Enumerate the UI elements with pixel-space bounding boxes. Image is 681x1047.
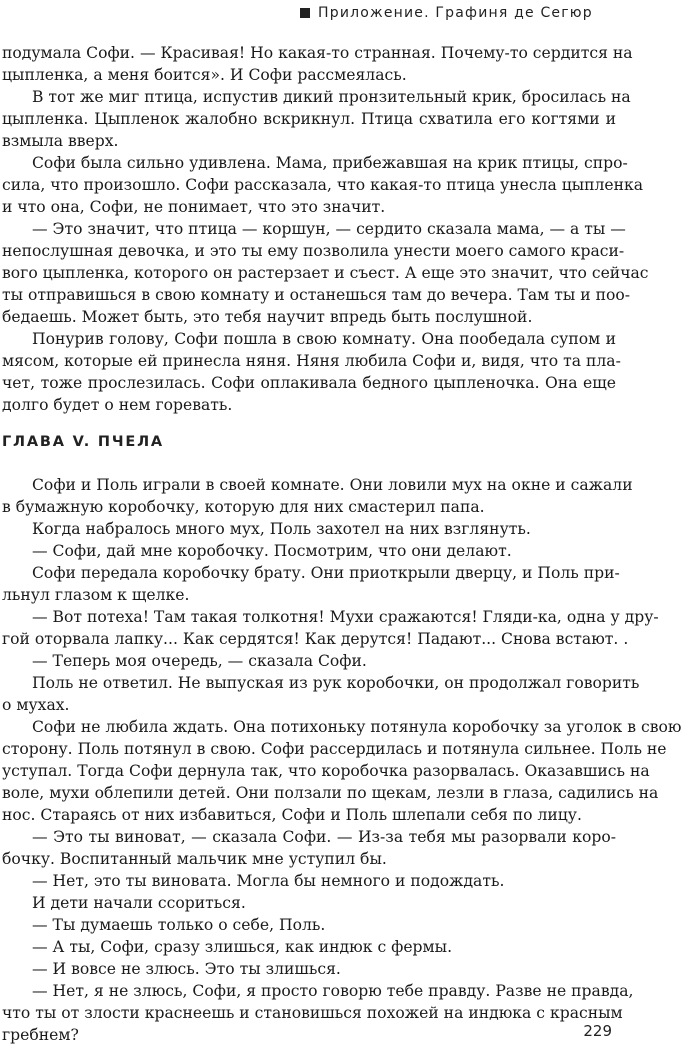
text-line: Софи была сильно удивлена. Мама, прибежавшая на крик птицы, спро- [32,154,628,172]
text-line: нос. Стараясь от них избавиться, Софи и Поль шлепали себя по лицу. [2,806,582,824]
square-bullet-icon [300,8,310,18]
text-line: сила, что произошло. Софи рассказала, что какая-то птица унесла цыпленка [2,176,644,194]
text-line: о мухах. [2,696,70,714]
text-line: В тот же миг птица, испустив дикий пронзительный крик, бросилась на [32,88,631,106]
text-line: взмыла вверх. [2,132,119,150]
text-line: непослушная девочка, и это ты ему позволила унести моего самого краси- [2,242,625,260]
text-line: — Это значит, что птица — коршун, — сердито сказала мама, — а ты — [32,220,626,238]
text-line: Софи не любила ждать. Она потихоньку потянула коробочку за уголок в свою [32,718,681,736]
text-line: — Вот потеха! Там такая толкотня! Мухи сражаются! Гляди-ка, одна у дру- [32,608,659,626]
text-line: и что она, Софи, не понимает, что это значит. [2,198,386,216]
text-line: чет, тоже прослезилась. Софи оплакивала бедного цыпленочка. Она еще [2,374,616,392]
text-line: подумала Софи. — Красивая! Но какая-то странная. Почему-то сердится на [2,44,633,62]
text-line: Софи и Поль играли в своей комнате. Они ловили мух на окне и сажали [32,476,633,494]
page-number: 229 [583,1022,612,1040]
text-line: что ты от злости краснеешь и становишься похожей на индюка с красным [2,1004,623,1022]
text-line: — Теперь моя очередь, — сказала Софи. [32,652,367,670]
text-line: бедаешь. Может быть, это тебя научит впредь быть послушной. [2,308,533,326]
text-line: бочку. Воспитанный мальчик мне уступил бы. [2,850,387,868]
text-line: Софи передала коробочку брату. Они приоткрыли дверцу, и Поль при- [32,564,620,582]
text-line: воле, мухи облепили детей. Они ползали по щекам, лезли в глаза, садились на [2,784,659,802]
text-line: — И вовсе не злюсь. Это ты злишься. [32,960,341,978]
text-line: гой оторвала лапку... Как сердятся! Как дерутся! Падают... Снова встают. . [2,630,629,648]
text-line: сторону. Поль потянул в свою. Софи рассердилась и потянула сильнее. Поль не [2,740,667,758]
text-line: мясом, которые ей принесла няня. Няня любила Софи и, видя, что та пла- [2,352,621,370]
text-line: цыпленка, а меня боится». И Софи рассмеялась. [2,66,407,84]
chapter-heading: ГЛАВА V. ПЧЕЛА [2,434,164,450]
text-line: Когда набралось много мух, Поль захотел на них взглянуть. [32,520,531,538]
text-block-previous-chapter [2,42,649,416]
text-block-chapter-five [2,474,681,1046]
text-line: — Нет, это ты виновата. Могла бы немного и подождать. [32,872,505,890]
text-line: Поль не ответил. Не выпуская из рук коробочки, он продолжал говорить [32,674,640,692]
text-line: Понурив голову, Софи пошла в свою комнату. Она пообедала супом и [32,330,616,348]
running-head [300,3,618,23]
text-line: — Это ты виноват, — сказала Софи. — Из-за тебя мы разорвали коро- [32,828,616,846]
text-line: гребнем? [2,1026,79,1044]
text-line: уступал. Тогда Софи дернула так, что коробочка разорвалась. Оказавшись на [2,762,650,780]
text-line: льнул глазом к щелке. [2,586,190,604]
text-line: долго будет о нем горевать. [2,396,233,414]
text-line: — А ты, Софи, сразу злишься, как индюк с фермы. [32,938,453,956]
text-line: — Софи, дай мне коробочку. Посмотрим, что они делают. [32,542,512,560]
text-line: ты отправишься в свою комнату и останешься там до вечера. Там ты и поо- [2,286,631,304]
text-line: в бумажную коробочку, которую для них смастерил папа. [2,498,485,516]
text-line: цыпленка. Цыпленок жалобно вскрикнул. Птица схватила его когтями и [2,110,616,128]
text-line: — Ты думаешь только о себе, Поль. [32,916,326,934]
text-line: И дети начали ссориться. [32,894,246,912]
running-head-text: Приложение. Графиня де Сегюр [318,5,593,21]
text-line: — Нет, я не злюсь, Софи, я просто говорю тебе правду. Разве не правда, [32,982,634,1000]
text-line: вого цыпленка, которого он растерзает и съест. А еще это значит, что сейчас [2,264,649,282]
